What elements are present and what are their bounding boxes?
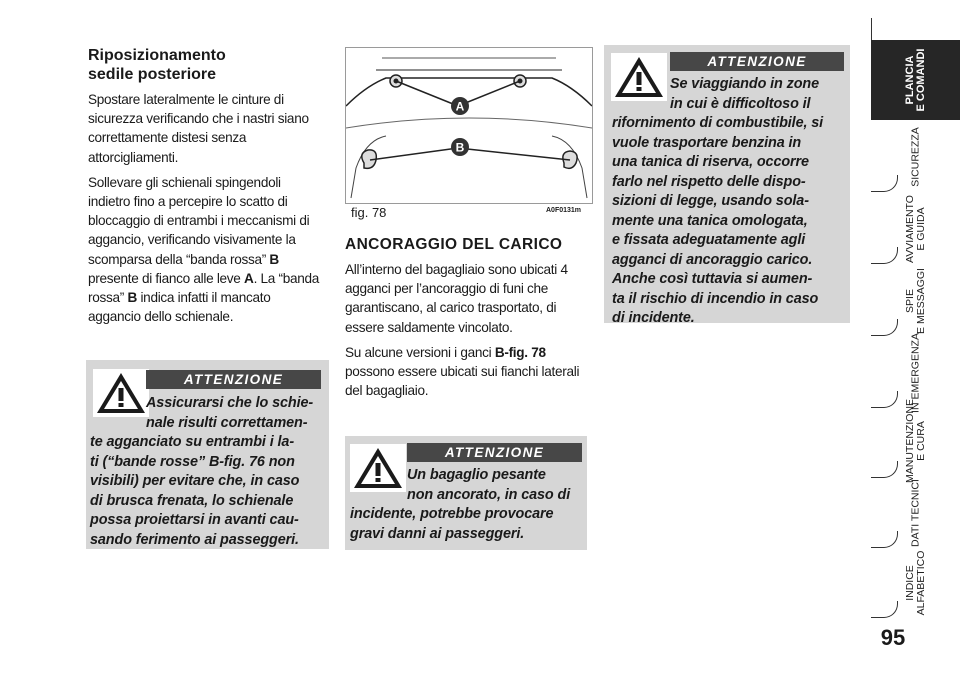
- warning-line: sando ferimento ai passeggeri.: [90, 531, 299, 548]
- ref-letter: A: [244, 270, 254, 286]
- tab-label-line: E COMANDI: [914, 48, 927, 112]
- warning-triangle-icon: [350, 444, 406, 492]
- warning-line: una tanica di riserva, occorre: [612, 154, 809, 170]
- warning-line: Assicurarsi che lo schie-: [146, 395, 314, 411]
- tab-label-line: SICUREZZA: [909, 127, 921, 187]
- cargo-hook-diagram: [346, 48, 592, 203]
- chapter-tab-rail: [871, 0, 960, 692]
- tab-plancia-e-comandi[interactable]: [871, 40, 960, 120]
- tab-label: [910, 479, 921, 547]
- tab-label-line: AVVIAMENTO: [903, 195, 916, 263]
- tab-label-line: E MESSAGGI: [914, 268, 927, 334]
- callout-label: B: [455, 140, 465, 155]
- warning-line: ta il rischio di incendio in caso: [612, 290, 819, 307]
- text-run: presente di fianco alle leve: [88, 270, 245, 286]
- tab-label: [905, 268, 927, 334]
- tab-label: [905, 195, 927, 263]
- tab-label-line: E GUIDA: [914, 207, 927, 251]
- callout-label: A: [455, 99, 465, 114]
- warning-line: farlo nel rispetto delle dispo-: [612, 173, 806, 190]
- paragraph: [88, 173, 326, 327]
- warning-line: non ancorato, in caso di: [407, 486, 571, 503]
- figure-caption: fig. 78: [351, 205, 387, 220]
- section-title: ANCORAGGIO DEL CARICO: [345, 236, 563, 253]
- tab-divider: [871, 531, 898, 548]
- text-run: Sollevare gli schienali spingendoli indietro fino a percepire lo scatto di bloccaggio di entrambi i meccanismi di aggancio, verificando visivamente la scomparsa della “banda rossa”: [88, 174, 310, 267]
- tab-divider: [871, 319, 898, 336]
- tab-sicurezza[interactable]: [871, 122, 960, 192]
- tab-label: [905, 399, 927, 483]
- tab-dati-tecnici[interactable]: [871, 478, 960, 548]
- tab-divider: [871, 175, 898, 192]
- warning-line: gravi danni ai passeggeri.: [350, 525, 525, 542]
- tab-indice-alfabetico[interactable]: [871, 548, 960, 618]
- warning-line: agganci di ancoraggio carico.: [612, 251, 813, 268]
- tab-label-line: E CURA: [914, 421, 927, 461]
- text-run: Su alcune versioni i ganci: [345, 344, 495, 360]
- text-run: indica infatti il mancato aggancio dello schienale.: [88, 290, 271, 325]
- ref-letter: B: [269, 251, 279, 267]
- warning-box: [345, 436, 587, 550]
- warning-line: Se viaggiando in zone: [670, 76, 820, 92]
- left-column: [88, 46, 326, 326]
- figure-reference: B-fig. 78: [494, 344, 546, 360]
- warning-line: Un bagaglio pesante: [407, 467, 546, 483]
- warning-line: di incidente.: [612, 310, 695, 326]
- paragraph: [345, 343, 591, 401]
- text-run: . La “banda rossa”: [88, 270, 320, 306]
- warning-line: di brusca frenata, lo schienale: [90, 492, 294, 509]
- warning-label: ATTENZIONE: [670, 52, 844, 71]
- warning-line: te agganciato su entrambi i la-: [90, 434, 295, 450]
- warning-line: sizioni di legge, usando sola-: [612, 193, 809, 209]
- warning-line: incidente, potrebbe provocare: [350, 506, 554, 522]
- warning-label: ATTENZIONE: [146, 370, 321, 389]
- tab-label-line: DATI TECNICI: [909, 479, 921, 547]
- tab-label: [905, 49, 927, 112]
- middle-column: [345, 236, 591, 400]
- warning-text-bottom: [90, 433, 327, 550]
- warning-box: [86, 360, 329, 549]
- tab-label-line: ALFABETICO: [914, 550, 927, 616]
- section-heading: [88, 46, 326, 84]
- figure-78: [345, 47, 593, 204]
- tab-label-line: INDICE: [903, 565, 916, 601]
- tab-label: [905, 551, 927, 616]
- tab-manutenzione-e-cura[interactable]: [871, 399, 960, 483]
- warning-text-top: [670, 75, 848, 114]
- tab-label-line: IN EMERGENZA: [909, 333, 921, 413]
- warning-text-bottom: [612, 114, 848, 329]
- text-run: possono essere ubicati sui fianchi laterali del bagagliaio.: [345, 364, 580, 399]
- warning-box: [604, 45, 850, 326]
- warning-text-top: [407, 466, 585, 505]
- warning-line: ti (“bande rosse” B-fig. 76 non: [90, 453, 295, 470]
- paragraph: All’interno del bagagliaio sono ubicati 4 agganci per l’ancoraggio di funi che garantiscano, al carico trasportato, di essere saldamente vincolato.: [345, 262, 568, 335]
- tab-label-line: MANUTENZIONE: [903, 399, 916, 483]
- warning-line: visibili) per evitare che, in caso: [90, 473, 300, 489]
- warning-line: mente una tanica omologata,: [612, 212, 808, 229]
- tab-in-emergenza[interactable]: [871, 333, 960, 413]
- warning-text-bottom: [350, 505, 586, 544]
- warning-line: in cui è difficoltoso il: [670, 95, 811, 112]
- tab-label-line: SPIE: [903, 289, 916, 313]
- tab-label: [910, 127, 921, 187]
- ref-letter: B: [127, 290, 137, 306]
- paragraph: Spostare lateralmente le cinture di sicurezza verificando che i nastri siano correttamente distesi senza attorcigliamenti.: [88, 92, 309, 165]
- warning-triangle-icon: [93, 369, 149, 417]
- tab-divider: [871, 247, 898, 264]
- page-number: 95: [880, 625, 906, 650]
- figure-code: A0F0131m: [546, 207, 582, 214]
- tab-divider: [871, 601, 898, 618]
- warning-label: ATTENZIONE: [407, 443, 582, 462]
- warning-line: rifornimento di combustibile, si: [612, 115, 824, 131]
- warning-text-top: [146, 394, 324, 433]
- heading-line: sedile posteriore: [88, 66, 217, 83]
- warning-line: e fissata adeguatamente agli: [612, 232, 806, 248]
- warning-line: Anche così tuttavia si aumen-: [612, 271, 813, 287]
- warning-triangle-icon: [611, 53, 667, 101]
- tab-spie-e-messaggi[interactable]: [871, 266, 960, 336]
- tab-avviamento-e-guida[interactable]: [871, 194, 960, 264]
- heading-line: Riposizionamento: [88, 47, 226, 64]
- warning-line: nale risulti correttamen-: [146, 414, 308, 431]
- warning-line: vuole trasportare benzina in: [612, 134, 802, 151]
- warning-line: possa proiettarsi in avanti cau-: [90, 512, 299, 528]
- tab-label-line: PLANCIA: [903, 55, 916, 105]
- tab-divider: [871, 461, 898, 478]
